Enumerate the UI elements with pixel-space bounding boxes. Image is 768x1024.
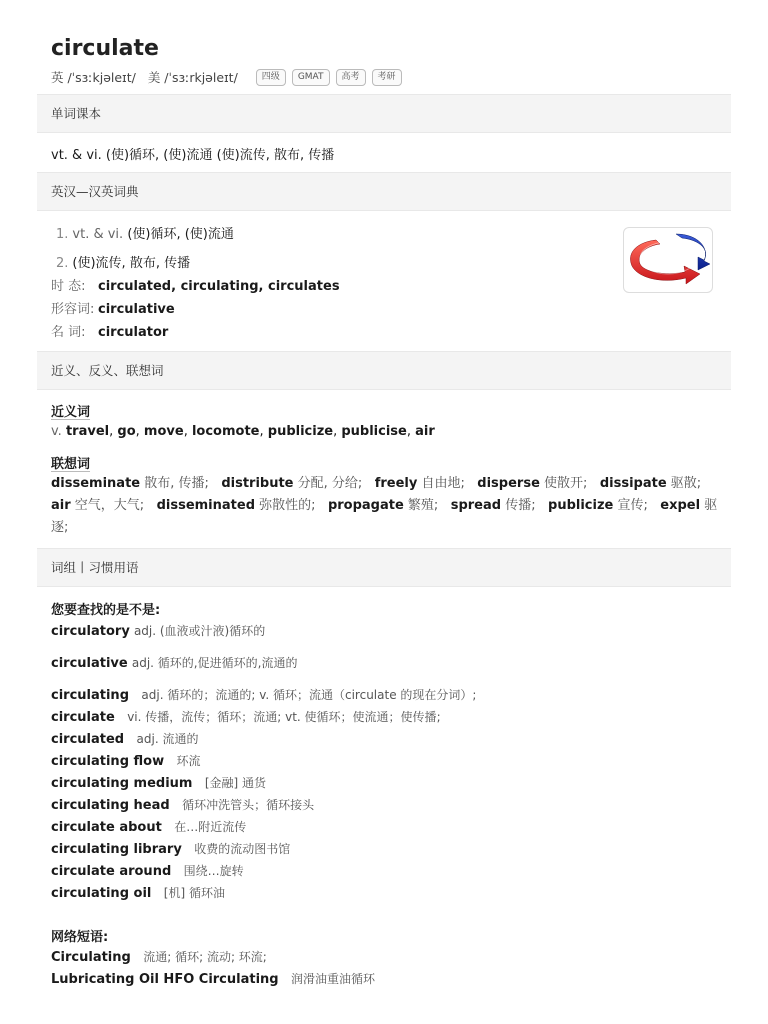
synonym-title: 近义词 [51,405,91,420]
form-value[interactable]: circulative [98,302,175,317]
phrase-word[interactable]: circulating head [51,798,170,813]
section-synonyms[interactable]: 近义、反义、联想词 [37,351,731,390]
association-meaning: 分配, 分给; [297,476,363,491]
association-word[interactable]: freely [374,476,418,491]
phrase-word[interactable]: circulating library [51,842,182,857]
phrase-word[interactable]: circulated [51,732,125,747]
short-definition: vt. & vi. (使)循环, (使)流通 (使)流传, 散布, 传播 [51,148,335,163]
phrase-meaning: [机] 循环油 [163,886,225,900]
phrase-meaning: 环流 [176,754,201,768]
word-title: circulate [51,36,159,61]
tag-kaoyan[interactable]: 考研 [372,69,402,86]
phrase-word[interactable]: circulate around [51,864,172,879]
synonym-word[interactable]: go [117,424,136,439]
phrase-meaning: 流通; 循环; 流动; 环流; [143,950,267,964]
definition-text: (使)循环, (使)流通 [127,227,234,242]
phrase-word[interactable]: circulating flow [51,754,165,769]
association-meaning: 使散开; [544,476,588,491]
phrase-word[interactable]: Circulating [51,950,131,965]
synonym-word[interactable]: locomote [191,424,260,439]
phrase-meaning: adj. 循环的；流通的; v. 循环；流通（circulate 的现在分词）; [141,688,477,702]
association-meaning: 散布, 传播; [144,476,209,491]
synonym-word[interactable]: air [415,424,435,439]
association-word[interactable]: spread [450,498,502,513]
did-you-mean-item [51,622,265,639]
phonetic-us[interactable]: 美 /ˈsɜːrkjəleɪt/ [147,70,238,85]
phrase-word[interactable]: circulating oil [51,886,152,901]
definition-text: (使)流传, 散布, 传播 [72,256,191,271]
phrase-word[interactable]: circulating medium [51,776,193,791]
association-word[interactable]: expel [660,498,701,513]
web-phrases-title: 网络短语: [51,930,109,945]
phrase-item [51,818,246,835]
association-meaning: 宣传; [617,498,648,513]
section-phrases[interactable]: 词组丨习惯用语 [37,548,731,587]
did-you-mean-item [51,654,297,671]
phrase-item [51,686,476,703]
phrase-meaning: 润滑油重油循环 [291,972,376,986]
definition-pos: vt. & vi. [72,227,124,242]
phrase-meaning: vi. 传播，流传；循环；流通; vt. 使循环；使流通；使传播; [127,710,441,724]
synonym-list: v. travel, go, move, locomote, publicize, publicise, air [51,424,435,439]
definition-number: 1. [56,227,69,242]
form-value[interactable]: circulated, circulating, circulates [98,279,340,294]
section-en-cn-dictionary[interactable]: 英汉—汉英词典 [37,172,731,211]
phrase-item [51,862,244,879]
phrase-word[interactable]: circulate [51,710,115,725]
phrase-item [51,840,290,857]
synonym-word[interactable]: move [143,424,184,439]
association-title: 联想词 [51,457,91,472]
circulate-illustration [623,227,713,293]
association-word[interactable]: distribute [221,476,294,491]
phrase-item [51,884,225,901]
section-wordbook[interactable]: 单词课本 [37,94,731,133]
phonetics-row [51,68,402,86]
association-word[interactable]: publicize [548,498,614,513]
association-word[interactable]: air [51,498,71,513]
tag-gaokao[interactable]: 高考 [336,69,366,86]
phrase-item [51,752,201,769]
synonym-pos: v. [51,424,62,439]
form-label: 形容词: [51,302,95,317]
phrase-word[interactable]: circulate about [51,820,162,835]
association-word[interactable]: dissipate [599,476,667,491]
phrase-word[interactable]: Lubricating Oil HFO Circulating [51,972,279,987]
tag-gmat[interactable]: GMAT [292,69,330,86]
definition-2 [56,252,190,271]
phrase-meaning: adj. (血液或汁液)循环的 [133,624,266,638]
tag-cet4[interactable]: 四级 [256,69,286,86]
association-word[interactable]: disseminated [156,498,255,513]
phrase-meaning: 在…附近流传 [174,820,247,834]
phrase-meaning: adj. 流通的 [136,732,199,746]
web-phrase-item [51,948,267,965]
association-list [51,473,719,539]
phrase-meaning: [金融] 通货 [204,776,267,790]
form-adjective [51,298,175,317]
phrase-item [51,774,266,791]
synonym-word[interactable]: publicise [341,424,407,439]
phrase-meaning: 围绕…旋转 [183,864,244,878]
phrase-meaning: 循环冲洗管头；循环接头 [182,798,315,812]
phrase-item [51,796,314,813]
definition-number: 2. [56,256,69,271]
circular-arrows-icon [624,228,712,292]
association-word[interactable]: disseminate [51,476,141,491]
phrase-item [51,730,198,747]
form-tense [51,275,340,294]
phrase-word[interactable]: circulating [51,688,129,703]
association-meaning: 驱逐; [51,498,718,535]
phonetic-uk[interactable]: 英 /ˈsɜːkjəleɪt/ [51,70,136,85]
association-word[interactable]: disperse [477,476,540,491]
association-meaning: 驱散; [670,476,702,491]
association-meaning: 自由地; [421,476,465,491]
web-phrase-item [51,970,375,987]
phrase-word[interactable]: circulatory [51,624,130,639]
association-word[interactable]: propagate [327,498,404,513]
phrase-item [51,708,441,725]
association-meaning: 弥散性的; [259,498,316,513]
synonym-word[interactable]: travel [65,424,110,439]
form-label: 名 词: [51,325,86,340]
form-noun [51,321,168,340]
phrase-meaning: 收费的流动图书馆 [194,842,291,856]
association-meaning: 传播; [505,498,536,513]
phrase-meaning: adj. 循环的,促进循环的,流通的 [131,656,298,670]
definition-1 [56,223,234,242]
association-meaning: 繁殖; [407,498,439,513]
form-value[interactable]: circulator [98,325,169,340]
form-label: 时 态: [51,279,86,294]
did-you-mean-title: 您要查找的是不是: [51,603,161,618]
phrase-word[interactable]: circulative [51,656,128,671]
synonym-word[interactable]: publicize [267,424,334,439]
association-meaning: 空气，大气; [74,498,145,513]
